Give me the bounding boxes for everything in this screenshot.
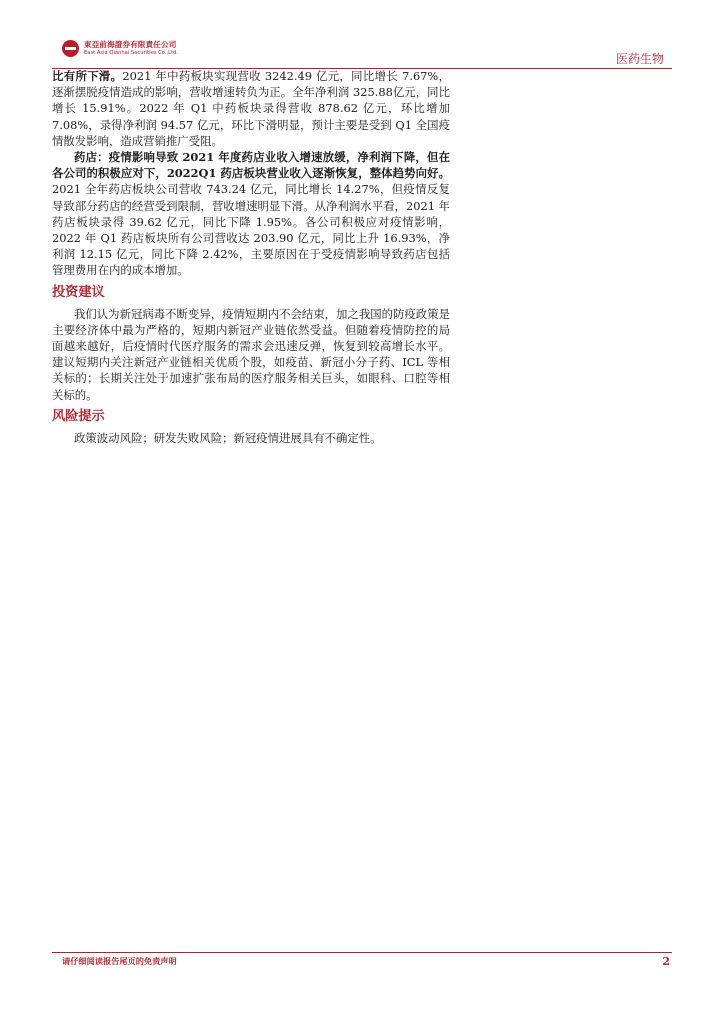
company-logo bbox=[62, 40, 178, 57]
paragraph-pharmacy-lead: 药店：疫情影响导致 2021 年度药店业收入增速放缓，净利润下降，但在各公司的积极应对下，2022Q1 药店板块营业收入逐渐恢复，整体趋势向好。 bbox=[52, 150, 450, 181]
paragraph-investment-advice: 我们认为新冠病毒不断变异，疫情短期内不会结束，加之我国的防疫政策是主要经济体中最为严格的，短期内新冠产业链依然受益。但随着疫情防控的局面越来越好，后疫情时代医疗服务的需求会迅速反弹，恢复到较高增长水平。建议短期内关注新冠产业链相关优质个股，如疫苗、新冠小分子药、ICL 等相关标的；长期关注处于加速扩张布局的医疗服务相关巨头，如眼科、口腔等相关标的。 bbox=[52, 306, 450, 402]
heading-investment-advice: 投资建议 bbox=[52, 284, 105, 300]
footer-divider bbox=[52, 952, 672, 953]
paragraph-risk-warning: 政策波动风险；研发失败风险；新冠疫情进展具有不确定性。 bbox=[74, 430, 382, 445]
heading-risk-warning: 风险提示 bbox=[52, 408, 105, 424]
paragraph-pharmacy-body: 2021 全年药店板块公司营收 743.24 亿元，同比增长 14.27%，但疫情反复导致部分药店的经营受到限制，营收增速明显下滑。从净利润水平看，2021 年药店板块录得 39.62 亿元，同比下降 1.95%。各公司积极应对疫情影响，2022 年 Q1 药店板块所有公司营收达 203.90 亿元，同比上升 16.93%，净利润 12.15 亿元，同比下降 2.42%，主要原因在于受疫情影响导致药店包括管理费用在内的成本增加。 bbox=[52, 182, 450, 278]
page-header bbox=[52, 38, 672, 68]
paragraph-tcm-lead: 比有所下滑。 bbox=[52, 69, 123, 83]
main-content bbox=[52, 68, 450, 446]
company-name-en: East Asia Qianhai Securities Co.,Ltd. bbox=[84, 49, 178, 56]
paragraph-tcm bbox=[52, 68, 450, 149]
logo-icon bbox=[62, 40, 79, 57]
company-name-cn: 東亞前海證券有限責任公司 bbox=[84, 40, 177, 50]
paragraph-pharmacy bbox=[52, 149, 450, 279]
paragraph-tcm-body: 2021 年中药板块实现营收 3242.49 亿元，同比增长 7.67%，逐渐摆脱疫情造成的影响，营收增速转负为正。全年净利润 325.88亿元，同比增长 15.91%。2022 年 Q1 中药板块录得营收 878.62 亿元，环比增加 7.08%，录得净利润 94.57 亿元，环比下滑明显，预计主要是受到 Q1 全国疫情散发影响，造成营销推广受阻。 bbox=[52, 69, 450, 148]
section-label: 医药生物 bbox=[615, 52, 664, 66]
page-number: 2 bbox=[662, 955, 670, 968]
footer-disclaimer: 请仔细阅读报告尾页的免责声明 bbox=[62, 956, 177, 966]
